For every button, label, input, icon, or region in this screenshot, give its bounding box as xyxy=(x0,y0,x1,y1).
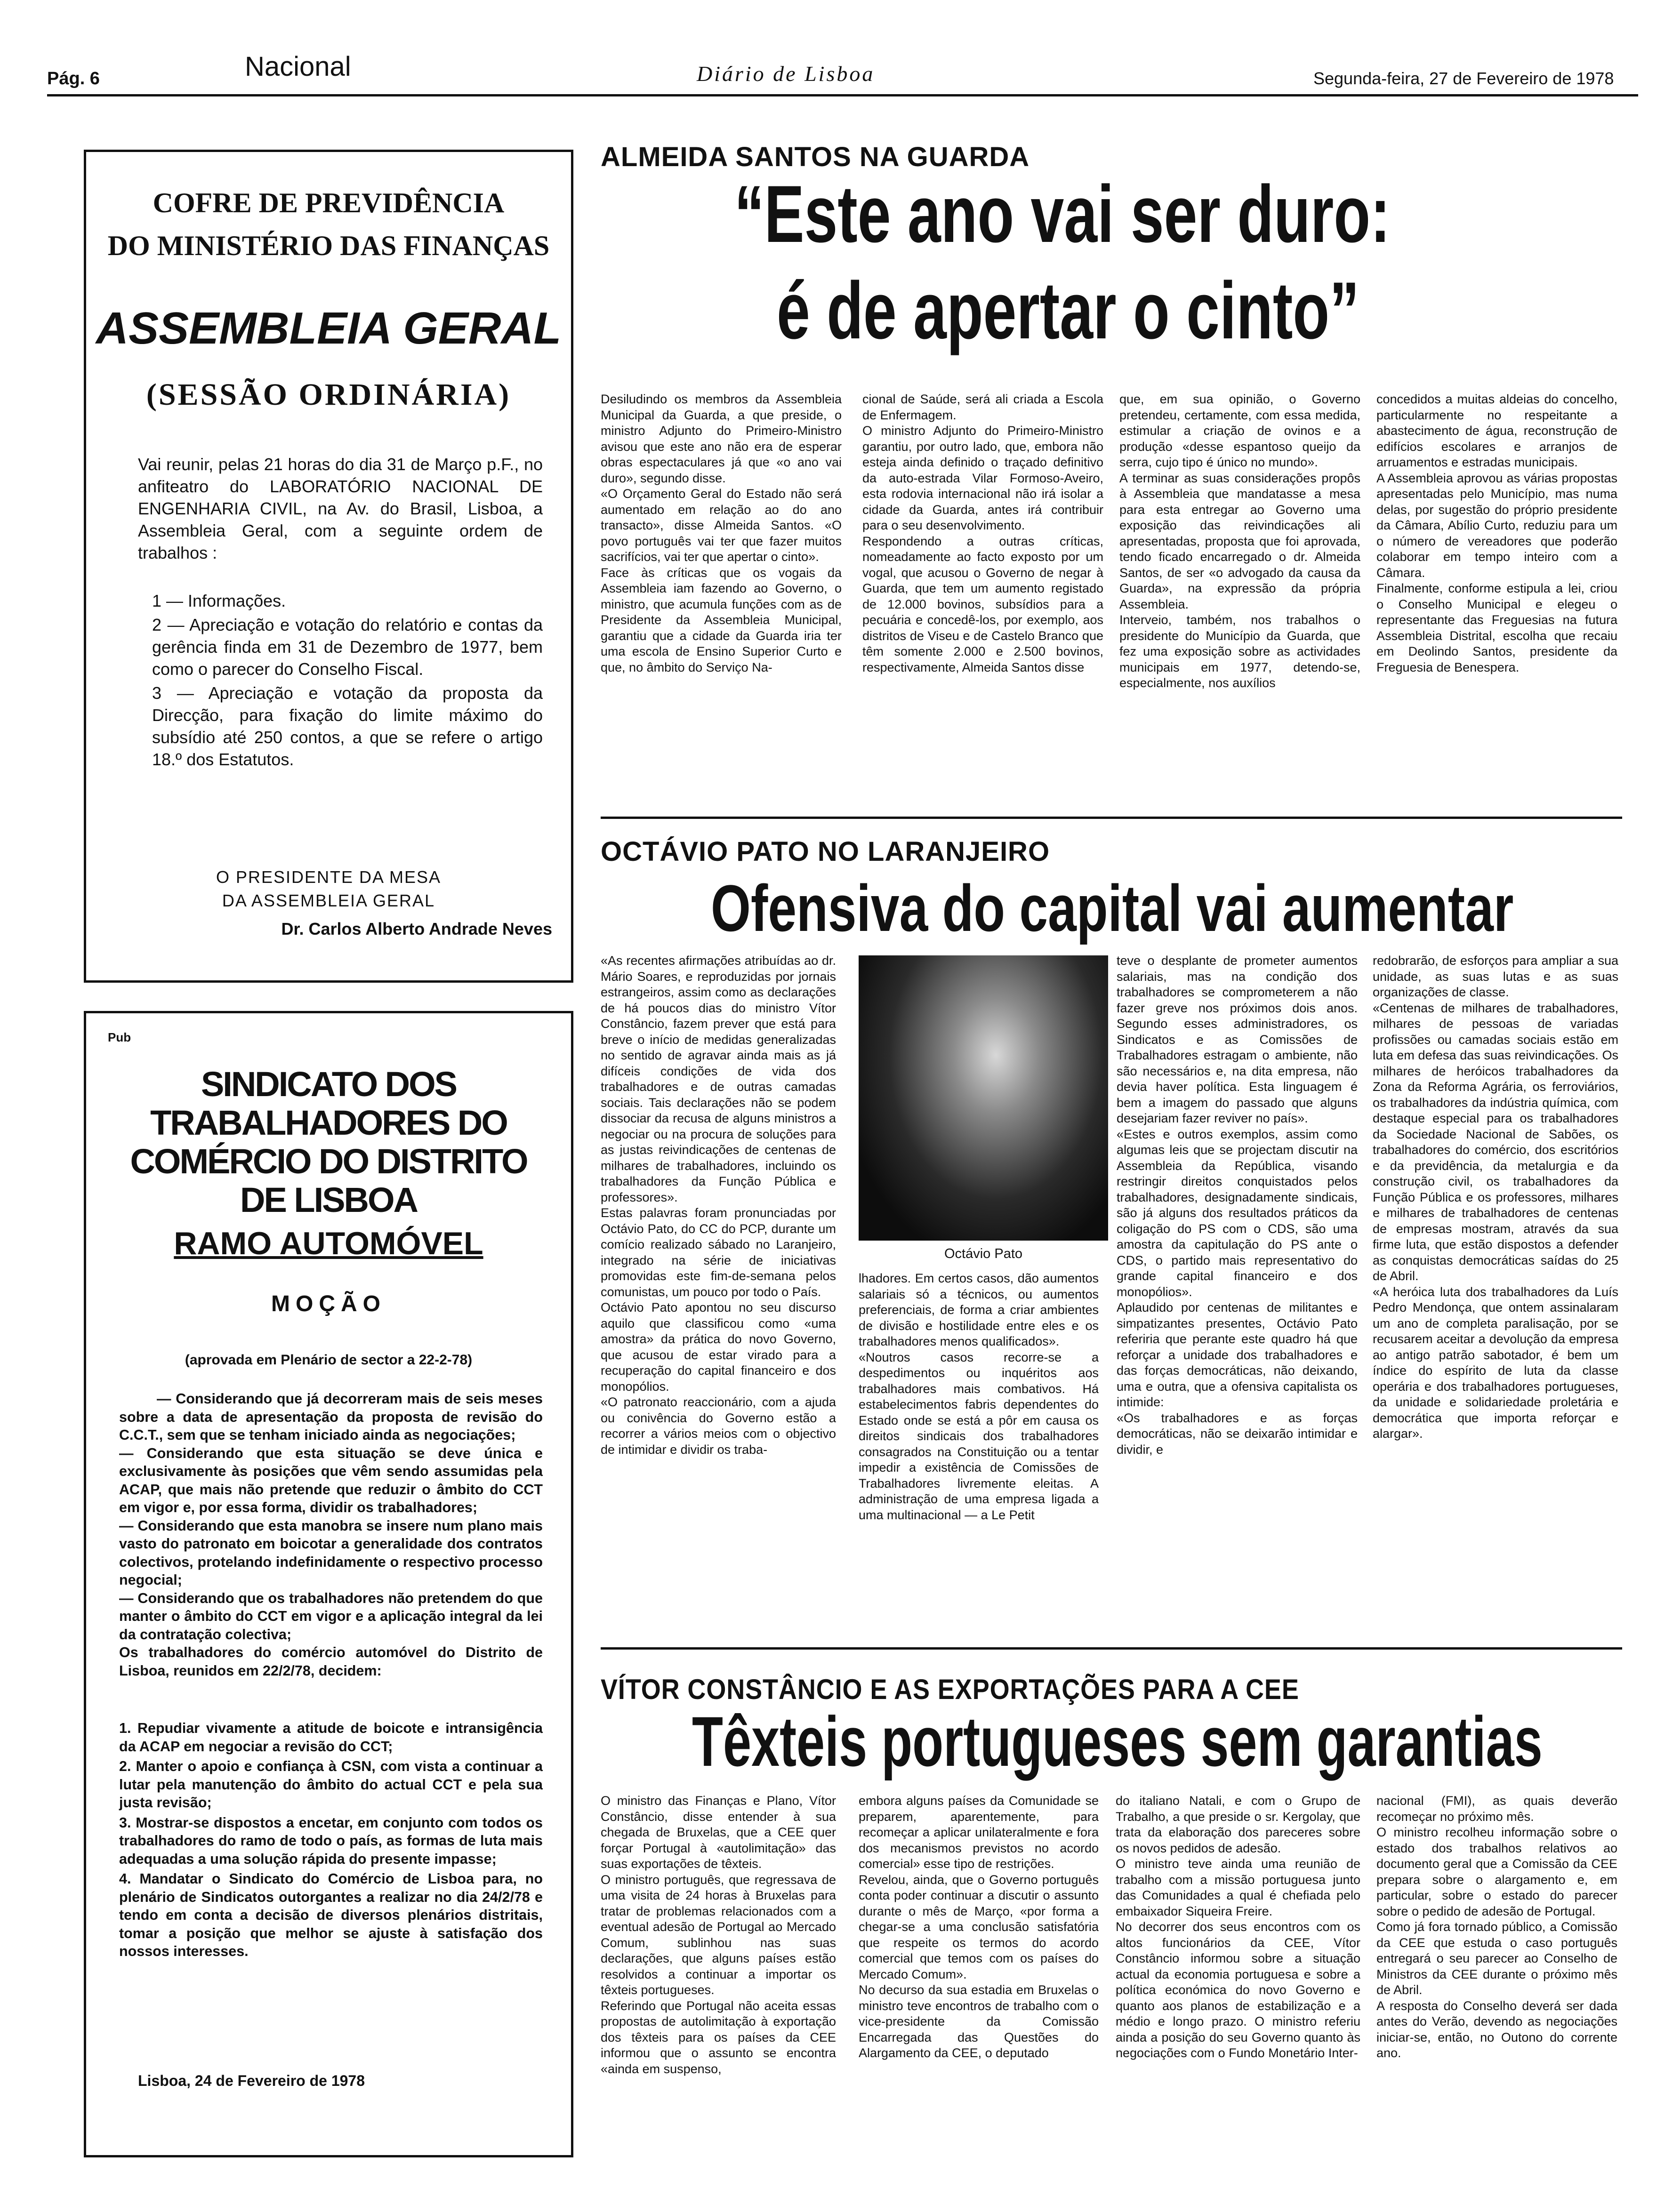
article1-headline-line1: “Este ano vai ser duro: xyxy=(734,169,1391,259)
ad-cofre-session: (SESSÃO ORDINÁRIA) xyxy=(146,377,511,412)
section-name: Nacional xyxy=(245,51,351,82)
agenda-item: 2 — Apreciação e votação do relatório e contas da gerência finda em 31 de Dezembro de 1977, bem como o parecer do Conselho Fiscal. xyxy=(152,615,543,679)
article3-headline: Têxteis portugueses sem garantias xyxy=(692,1702,1543,1781)
article3-column: O ministro das Finanças e Plano, Vítor Constâncio, disse entender à sua chegada de Bruxelas, que a CEE quer forçar Portugal à «autolimitação» das suas exportações de têxteis. O ministro português, que regressava de uma visita de 24 horas à Bruxelas para tratar de problemas relacionados com a eventual adesão de Portugal ao Mercado Comum, sublinhou nas suas declarações, que alguns países estão resolvidos a continuar a importar os têxteis portugueses. Referindo que Portugal não aceita essas propostas de autolimitação à exportação dos têxteis para os países da CEE informou que o assunto se encontra «ainda em suspenso, xyxy=(601,1794,836,2076)
article3-kicker: VÍTOR CONSTÂNCIO E AS EXPORTAÇÕES PARA A CEE xyxy=(601,1674,1299,1705)
article2-column: redobrarão, de esforços para ampliar a sua unidade, as suas lutas e as suas organizações de classe. «Centenas de milhares de trabalhadores, milhares de pessoas de variadas profissões ou camadas sociais estão em luta em defesa das suas reivindicações. Os milhares de heróicos trabalhadores da Zona da Reforma Agrária, os ferroviários, os trabalhadores da indústria química, com destaque especial para os trabalhadores da Sociedade Nacional de Sabões, os trabalhadores do comércio, dos escritórios e da previdência, da metalurgia e da construção civil, os trabalhadores da Função Pública e os professores, milhares e milhares de trabalhadores de centenas de empresas mostram, através da sua firme luta, que estão dispostos a defender as conquistas democráticas saídas do 25 de Abril. «A heróica luta dos trabalhadores da Luís Pedro Mendonça, que ontem assinalaram um ano de completa paralisação, por se recusarem aceitar a devolução da empresa ao antigo patrão sabotador, é bem um índice do espírito de luta da classe operária e dos trabalhadores portugueses, da unidade e solidariedade proletária e democrática que importa reforçar e alargar». xyxy=(1373,954,1618,1441)
article2-headline: Ofensiva do capital vai aumentar xyxy=(711,871,1514,945)
page-number: Pág. 6 xyxy=(47,69,100,88)
article2-column: lhadores. Em certos casos, dão aumentos salariais só a técnicos, ou aumentos preferenciais, de forma a criar ambientes de divisão e hostilidade entre eles e os trabalhadores menos qualificados». «Noutros casos recorre-se a despedimentos ou inquéritos aos trabalhadores mais combativos. Há estabelecimentos fabris dependentes do Estado onde se está a pôr em causa os direitos sindicais dos trabalhadores consagrados na Constituição ou a tentar impedir a existência de Comissões de Trabalhadores livremente eleitas. A administração de uma empresa ligada a uma multinacional — a Le Petit xyxy=(859,1271,1099,1522)
header-rule xyxy=(47,94,1638,96)
article2-column: «As recentes afirmações atribuídas ao dr. Mário Soares, e reproduzidas por jornais estrangeiros, assim como as declarações de há poucos dias do ministro Vítor Constâncio, fazem prever que está para breve o início de medidas generalizadas no sentido de agravar ainda mais as já difíceis condições de vida dos trabalhadores e de outras camadas sociais. Tais declarações não se podem dissociar da recusa de alguns ministros a negociar ou na procura de soluções para as justas reivindicações de centenas de milhares de trabalhadores, incluindo os trabalhadores da Função Pública e professores». Estas palavras foram pronunciadas por Octávio Pato, do CC do PCP, durante um comício realizado sábado no Laranjeiro, integrado na série de iniciativas promovidas este fim-de-semana pelos comunistas, um pouco por todo o País. Octávio Pato apontou no seu discurso aquilo que classificou como «uma amostra» da prática do novo Governo, que acusou de estar virado para a recuperação do capital financeiro e dos monopólios. «O patronato reaccionário, com a ajuda ou conivência do Governo estão a recorrer a vários meios com o objectivo de intimidar e dividir os traba- xyxy=(601,954,836,1457)
issue-date: Segunda-feira, 27 de Fevereiro de 1978 xyxy=(1313,69,1614,88)
article-divider xyxy=(601,817,1622,819)
agenda-item: 3 — Apreciação e votação da proposta da Direcção, para fixação do limite máximo do subsídio até 250 contos, a que se refere o artigo 18.º dos Estatutos. xyxy=(152,683,543,769)
ad-sindicato-considerandos: — Considerando que já decorreram mais de seis meses sobre a data de apresentação da proposta de revisão do C.C.T., sem que se tenham iniciado ainda as negociações; — Considerando que esta situação se deve única e exclusivamente às posições que vêm sendo assumidas pela ACAP, que mais não pretende que reduzir o âmbito do CCT em vigor e, por essa forma, dividir os trabalhadores; — Considerando que esta manobra se insere num plano mais vasto do patronato em boicotar a generalidade dos contratos colectivos, protelando indefinidamente o respectivo processo negocial; — Considerando que os trabalhadores não pretendem do que manter o âmbito do CCT em vigor e a aplicação integral da lei da contratação colectiva; Os trabalhadores do comércio automóvel do Distrito de Lisboa, reunidos em 22/2/78, decidem: xyxy=(119,1391,543,1679)
article3-column: nacional (FMI), as quais deverão recomeçar no próximo mês. O ministro recolheu informação sobre o estado dos trabalhos relativos ao documento geral que a Comissão da CEE prepara sobre o alargamento e, em particular, sobre o estado do parecer sobre o pedido de adesão de Portugal. Como já fora tornado público, a Comissão da CEE que estuda o caso português entregará o seu parecer ao Conselho de Ministros da CEE durante o próximo mês de Abril. A resposta do Conselho deverá ser dada antes do Verão, devendo as negociações iniciar-se, então, no Outono do corrente ano. xyxy=(1376,1794,1617,2060)
ad-sindicato-approved: (aprovada em Plenário de sector a 22-2-78) xyxy=(185,1352,473,1368)
ad-cofre-sign-line2: DA ASSEMBLEIA GERAL xyxy=(222,891,435,910)
ad-cofre-intro: Vai reunir, pelas 21 horas do dia 31 de Março p.F., no anfiteatro do LABORATÓRIO NACIONAL DE ENGENHARIA CIVIL, na Av. do Brasil, Lisboa, a Assembleia Geral, com a seguinte ordem de trabalhos : xyxy=(138,455,543,562)
article2-kicker: OCTÁVIO PATO NO LARANJEIRO xyxy=(601,836,1050,867)
article1-column: cional de Saúde, será ali criada a Escola de Enfermagem. O ministro Adjunto do Primeiro-Ministro garantiu, por outro lado, que, embora não esteja ainda definido o traçado definitivo da auto-estrada Vilar Formoso-Aveiro, esta rodovia internacional não irá isolar a cidade da Guarda, antes irá contribuir para o seu desenvolvimento. Respondendo a outras críticas, nomeadamente ao facto exposto por um vogal, que acusou o Governo de negar à Guarda, que tem um aumento registado de 12.000 bovinos, subsídios para a pecuária e concedê-los, por exemplo, aos distritos de Viseu e de Castelo Branco que têm somente 2.000 e 2.500 bovinos, respectivamente, Almeida Santos disse xyxy=(862,392,1103,674)
ad-sindicato xyxy=(84,1011,573,2157)
ad-cofre-subtitle: ASSEMBLEIA GERAL xyxy=(96,303,562,353)
ad-cofre-title-line1: COFRE DE PREVIDÊNCIA xyxy=(153,187,505,218)
masthead: Diário de Lisboa xyxy=(697,62,875,86)
ad-tag: Pub xyxy=(108,1030,131,1044)
article3-column: do italiano Natali, e com o Grupo de Trabalho, a que preside o sr. Kergolay, que trata da elaboração dos pareceres sobre os novos pedidos de adesão. O ministro teve ainda uma reunião de trabalho com a missão portuguesa junto das Comunidades a qual é chefiada pelo embaixador Siqueira Freire. No decorrer dos seus encontros com os altos funcionários da CEE, Vítor Constâncio informou sobre a situação actual da economia portuguesa e sobre a política económica do novo Governo e quanto aos planos de estabilização e a médio e longo prazo. O ministro referiu ainda a posição do seu Governo quanto às negociações com o Fundo Monetário Inter- xyxy=(1116,1794,1360,2060)
ad-cofre-sign-line1: O PRESIDENTE DA MESA xyxy=(216,867,442,887)
ad-sindicato-footer: Lisboa, 24 de Fevereiro de 1978 xyxy=(138,2072,365,2089)
ad-cofre-previdencia xyxy=(84,150,573,983)
decision-item: 4. Mandatar o Sindicato do Comércio de Lisboa para, no plenário de Sindicatos outorgantes a realizar no dia 24/2/78 e tendo em conta a decisão de diversos plenários distritais, tomar a posição que melhor se ajuste à satisfação dos nossos interesses. xyxy=(119,1871,543,1959)
article1-column: que, em sua opinião, o Governo pretendeu, certamente, com essa medida, estimular a criação de ovinos e a produção «desse espantoso queijo da serra, cujo tipo é único no mundo». A terminar as suas considerações propôs à Assembleia que mandatasse a mesa para esta entregar ao Governo uma exposição das reivindicações ali apresentadas, proposta que foi aprovada, tendo ficado encarregado o dr. Almeida Santos, de ser «o advogado da causa da Guarda», na expressão da própria Assembleia. Interveio, também, nos trabalhos o presidente do Município da Guarda, que fez uma exposição sobre as actividades municipais em 1977, detendo-se, especialmente, nos auxílios xyxy=(1119,392,1360,690)
ad-sindicato-ramo: RAMO AUTOMÓVEL xyxy=(174,1226,483,1261)
article-divider xyxy=(601,1647,1622,1650)
article1-headline-line2: é de apertar o cinto” xyxy=(777,265,1359,356)
article1-column: concedidos a muitas aldeias do concelho, particularmente no respeitante a abastecimento de água, reconstrução de edifícios escolares e arranjos de arruamentos e estradas municipais. A Assembleia aprovou as várias propostas apresentadas pelo Município, mas numa delas, por sugestão do próprio presidente da Câmara, Abílio Curto, reduziu para um o número de vereadores que poderão colaborar em tempo inteiro com a Câmara. Finalmente, conforme estipula a lei, criou o Conselho Municipal e elegeu o representante das Freguesias na futura Assembleia Distrital, escolha que recaiu em Deolindo Santos, presidente da Freguesia de Benespera. xyxy=(1376,392,1617,674)
ad-cofre-title-line2: DO MINISTÉRIO DAS FINANÇAS xyxy=(107,230,550,261)
ad-sindicato-title: SINDICATO DOS TRABALHADORES DO COMÉRCIO DO DISTRITO DE LISBOA xyxy=(130,1065,527,1219)
octavio-pato-photo xyxy=(859,955,1108,1241)
ad-cofre-agenda xyxy=(152,590,543,772)
photo-caption: Octávio Pato xyxy=(944,1246,1023,1261)
ad-cofre-sign-name: Dr. Carlos Alberto Andrade Neves xyxy=(281,919,552,938)
decision-item: 1. Repudiar vivamente a atitude de boicote e intransigência da ACAP em negociar a revisão do CCT; xyxy=(119,1720,543,1755)
ad-sindicato-decisions xyxy=(119,1719,543,1963)
ad-sindicato-mocao: MOÇÃO xyxy=(271,1291,386,1316)
decision-item: 2. Manter o apoio e confiança à CSN, com vista a continuar a lutar pela manutenção do âmbito do actual CCT e pela sua justa revisão; xyxy=(119,1758,543,1811)
decision-item: 3. Mostrar-se dispostos a encetar, em conjunto com todos os trabalhadores do ramo de todo o país, as formas de luta mais adequadas a uma solução rápida do presente impasse; xyxy=(119,1814,543,1867)
article1-column: Desiludindo os membros da Assembleia Municipal da Guarda, a que preside, o ministro Adjunto do Primeiro-Ministro avisou que este ano não era de esperar obras espectaculares já que «o ano vai duro», segundo disse. «O Orçamento Geral do Estado não será aumentado em relação ao do ano transacto», disse Almeida Santos. «O povo português vai ter que fazer muitos sacrifícios, vai ter que apertar o cinto». Face às críticas que os vogais da Assembleia iam fazendo ao Governo, o ministro, que acumula funções com as de Presidente da Assembleia Municipal, garantiu que a cidade da Guarda iria ter uma escola de Ensino Superior Curto e que, no âmbito do Serviço Na- xyxy=(601,392,842,674)
article1-kicker: ALMEIDA SANTOS NA GUARDA xyxy=(601,142,1030,172)
agenda-item: 1 — Informações. xyxy=(152,591,286,610)
article2-column: teve o desplante de prometer aumentos salariais, mas na condição dos trabalhadores se comprometerem a não fazer greve nos próximos dois anos. Segundo esses administradores, os Sindicatos e as Comissões de Trabalhadores estragam o ambiente, não são necessários e, na dita empresa, não devia haver política. Esta linguagem é bem a imagem do passado que alguns desejariam fazer reviver no país». «Estes e outros exemplos, assim como algumas leis que se projectam discutir na Assembleia da República, visando restringir direitos conquistados pelos trabalhadores, designadamente sindicais, são já alguns dos resultados práticos da coligação do PS com o CDS, são uma amostra da capitulação do PS ante o CDS, o partido mais representativo do grande capital financeiro e dos monopólios». Aplaudido por centenas de militantes e simpatizantes presentes, Octávio Pato referiria que perante este quadro há que reforçar a unidade dos trabalhadores e das forças democráticas, não deixando, uma e outra, que a ofensiva capitalista os intimide: «Os trabalhadores e as forças democráticas, não se deixarão intimidar e dividir, e xyxy=(1117,954,1358,1457)
article3-column: embora alguns países da Comunidade se preparem, aparentemente, para recomeçar a aplicar unilateralmente e fora dos mecanismos previstos no acordo comercial» esse tipo de restrições. Revelou, ainda, que o Governo português conta poder continuar a discutir o assunto durante o mês de Março, «por forma a chegar-se a uma conclusão satisfatória que respeite os termos do acordo comercial que temos com os países do Mercado Comum». No decurso da sua estadia em Bruxelas o ministro teve encontros de trabalho com o vice-presidente da Comissão Encarregada das Questões do Alargamento da CEE, o deputado xyxy=(859,1794,1099,2060)
